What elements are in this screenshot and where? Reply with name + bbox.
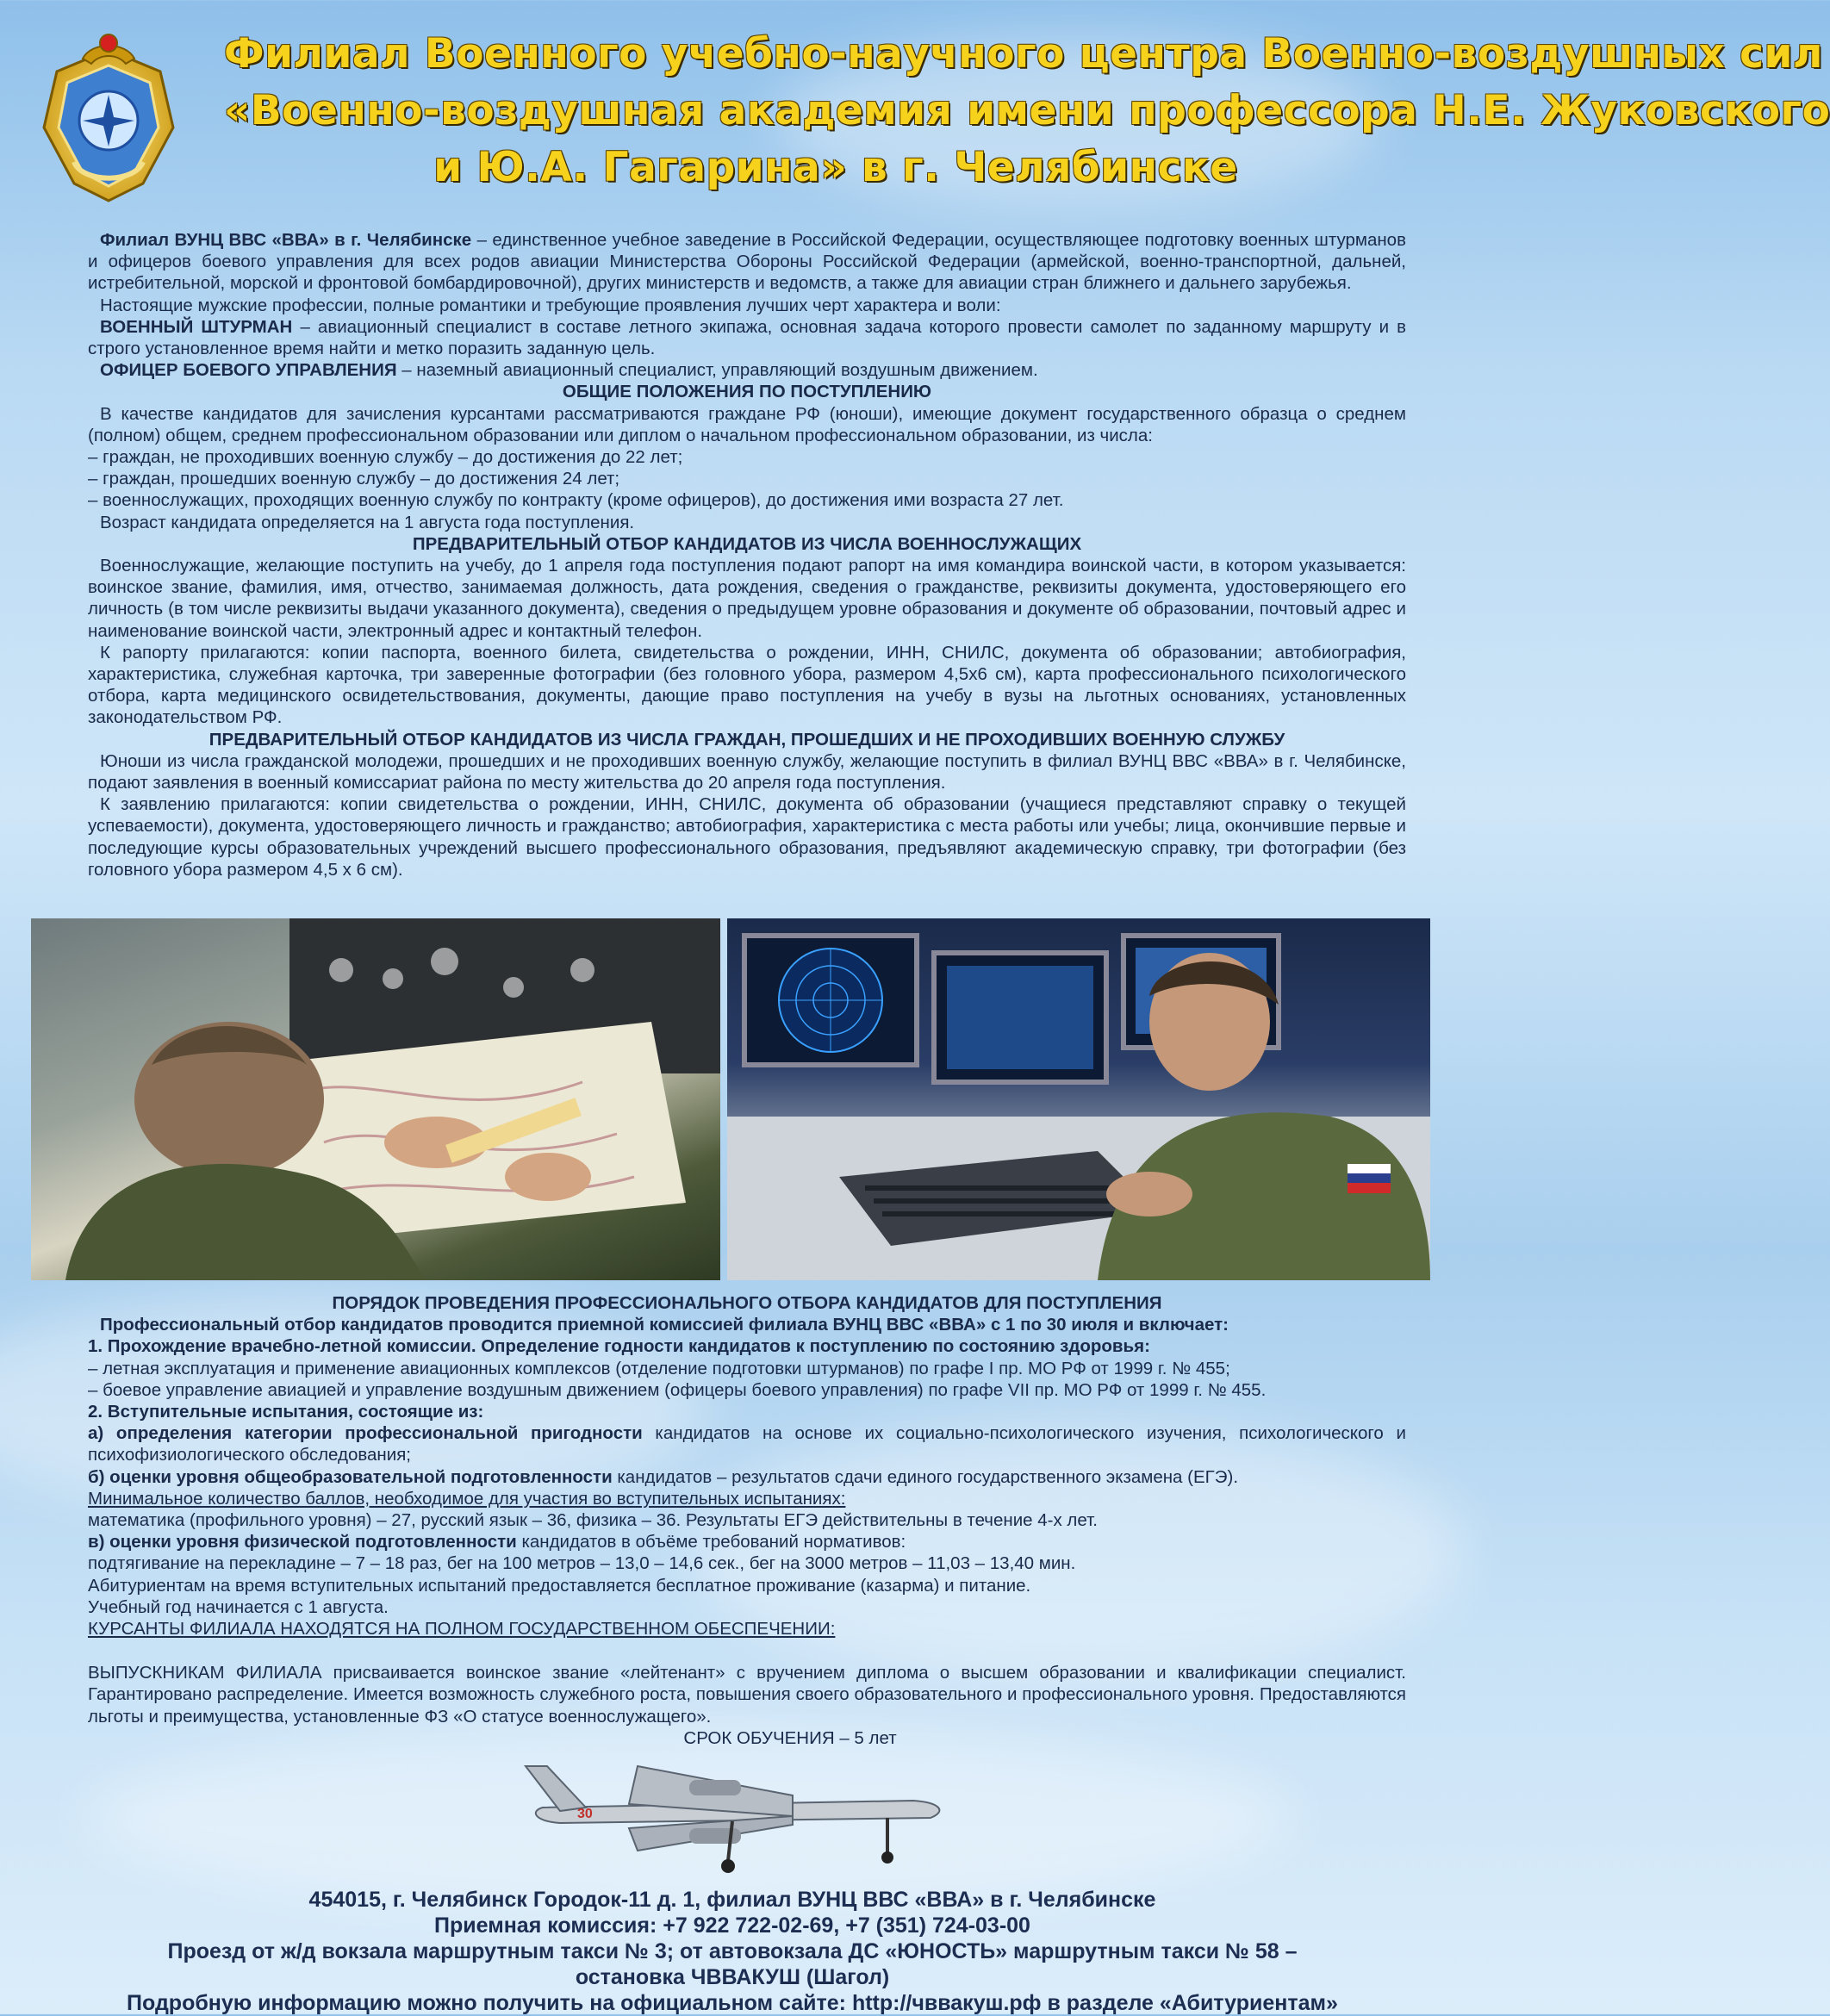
selection-lead: Профессиональный отбор кандидатов проводится приемной комиссией филиала ВУНЦ ВВС «ВВА» с 1 по 30 июля и включает: <box>100 1315 1229 1335</box>
org-text: – единственное учебное заведение в Российской Федерации, осуществляющее подготовку военных штурманов и офицеров боевого управления для всех родов авиации Министерства Обороны Российской Федерации (армейской, военно-транспортной, дальней, истребительной, морской и фронтовой бомбардировочной), других министерств и ведомств, а также для авиации стран ближнего и дальнего зарубежья. <box>88 230 1406 294</box>
transport-info: Проезд от ж/д вокзала маршрутным такси № 3; от автовокзала ДС «ЮНОСТЬ» маршрутным такси № 58 – <box>167 1939 1298 1963</box>
list-item: – боевое управление авиацией и управление воздушным движением (офицеры боевого управления) по графе VII пр. МО РФ от 1999 г. № 455. <box>88 1379 1267 1400</box>
military-paragraph: Военнослужащие, желающие поступить на учебу, до 1 апреля года поступления подают рапорт на имя командира воинской части, в котором указывается: воинское звание, фамилия, имя, отчество, занимаемая должность, дата рождения, сведения о гражданстве, реквизиты документа, удостоверяющего его личность (в том числе реквизиты выдачи указанного документа), сведения о предыдущем уровне образования и документе об образовании, почтовый адрес и наименование воинской части, электронный адрес и контактный телефон. <box>88 556 1406 641</box>
test-c-text: кандидатов в объёме требований нормативов: <box>516 1532 906 1552</box>
test-c <box>88 1531 1406 1552</box>
study-duration: СРОК ОБУЧЕНИЯ – 5 лет <box>683 1727 897 1748</box>
test-a-title: а) определения категории профессиональной пригодности <box>88 1423 643 1444</box>
officer-title: ОФИЦЕР БОЕВОГО УПРАВЛЕНИЯ <box>100 360 397 381</box>
list-item: – граждан, прошедших военную службу – до достижения 24 лет; <box>88 469 620 489</box>
graduates-paragraph: ВЫПУСКНИКАМ ФИЛИАЛА присваивается воинское звание «лейтенант» с вручением диплома о высшем образовании и квалификации специалист. Гарантировано распределение. Имеется возможность служебного роста, повышения своего образовательного и профессионального уровня. Предоставляются льготы и преимущества, установленные ФЗ «О статусе военнослужащего». <box>88 1663 1406 1727</box>
title-line: «Военно-воздушная академия имени профессора Н.Е. Жуковского <box>224 87 1830 134</box>
section-heading: ПРЕДВАРИТЕЛЬНЫЙ ОТБОР КАНДИДАТОВ ИЗ ЧИСЛА ГРАЖДАН, ПРОШЕДШИХ И НЕ ПРОХОДИВШИХ ВОЕННУЮ СЛУЖБУ <box>209 729 1285 750</box>
full-support-note: КУРСАНТЫ ФИЛИАЛА НАХОДЯТСЯ НА ПОЛНОМ ГОСУДАРСТВЕННОМ ОБЕСПЕЧЕНИИ: <box>88 1619 836 1640</box>
photo-row <box>31 918 1430 1280</box>
header <box>26 21 1830 219</box>
test-a-text: кандидатов на основе их социально-психологического изучения, психологического и психофизиологического обследования; <box>88 1423 1406 1465</box>
main-text <box>88 229 1406 880</box>
list-item: – граждан, не проходивших военную службу – до достижения до 22 лет; <box>88 447 683 468</box>
civil-paragraph: К заявлению прилагаются: копии свидетельства о рождении, ИНН, СНИЛС, документа об образовании (учащиеся представляют справку о текущей успеваемости), документа, удостоверяющего личность и гражданство; автобиография, характеристика с места работы или учебы; лица, окончившие первые и последующие курсы образовательных учреждений высшего профессионального образования, предъявляют академическую справку, три фотографии (без головного убора размером 4,5 х 6 см). <box>88 794 1406 880</box>
title-line: и Ю.А. Гагарина» в г. Челябинске <box>433 144 1238 191</box>
navigator-photo-image <box>31 918 720 1280</box>
min-scores: математика (профильного уровня) – 27, русский язык – 36, физика – 36. Результаты ЕГЭ действительны в течение 4-х лет. <box>88 1510 1098 1531</box>
section-heading: ОБЩИЕ ПОЛОЖЕНИЯ ПО ПОСТУПЛЕНИЮ <box>562 382 932 402</box>
officer-photo-image <box>727 918 1430 1280</box>
page-title <box>224 26 1830 196</box>
selection-section <box>88 1292 1406 1749</box>
address: 454015, г. Челябинск Городок-11 д. 1, филиал ВУНЦ ВВС «ВВА» в г. Челябинске <box>308 1888 1156 1912</box>
tail-number: 30 <box>577 1807 593 1821</box>
test-b-text: кандидатов – результатов сдачи единого государственного экзамена (ЕГЭ). <box>612 1466 1239 1487</box>
general-paragraph: В качестве кандидатов для зачисления курсантами рассматриваются граждане РФ (юноши), имеющие документ государственного образца о среднем (полном) общем, среднем профессиональном образовании или диплом о начальном профессиональном образовании, из числа: <box>88 403 1406 445</box>
test-a <box>88 1422 1406 1465</box>
year-start: Учебный год начинается с 1 августа. <box>88 1596 389 1617</box>
test-c-title: в) оценки уровня физической подготовленности <box>88 1532 517 1552</box>
general-paragraph: Возраст кандидата определяется на 1 августа года поступления. <box>100 512 635 532</box>
fitness-norms: подтягивание на перекладине – 7 – 18 раз, бег на 100 метров – 13,0 – 14,6 сек., бег на 3000 метров – 11,03 – 13,40 мин. <box>88 1553 1076 1574</box>
min-scores-title: Минимальное количество баллов, необходимое для участия во вступительных испытаниях: <box>88 1488 846 1509</box>
navigator-paragraph <box>88 316 1406 359</box>
phones: Приемная комиссия: +7 922 722-02-69, +7 (351) 724-03-00 <box>434 1913 1030 1938</box>
title-line: Филиал Военного учебно-научного центра Военно-воздушных сил <box>224 30 1823 78</box>
navigator-photo <box>31 918 720 1280</box>
civil-paragraph: Юноши из числа гражданской молодежи, прошедших и не проходивших военную службу, желающие поступить в филиал ВУНЦ ВВС «ВВА» в г. Челябинске, подают заявления в военный комиссариат района по месту жительства до 20 апреля года поступления. <box>88 750 1406 793</box>
transport-stop: остановка ЧВВАКУШ (Шагол) <box>575 1965 890 1989</box>
org-name: Филиал ВУНЦ ВВС «ВВА» в г. Челябинске <box>100 230 472 250</box>
officer-paragraph <box>88 359 1406 381</box>
section-heading: ПОРЯДОК ПРОВЕДЕНИЯ ПРОФЕССИОНАЛЬНОГО ОТБОРА КАНДИДАТОВ ДЛЯ ПОСТУПЛЕНИЯ <box>332 1293 1162 1313</box>
professions-lead: Настоящие мужские профессии, полные романтики и требующие проявления лучших черт характера и воли: <box>100 295 1001 315</box>
aircraft-image <box>508 1732 956 1887</box>
military-paragraph: К рапорту прилагаются: копии паспорта, военного билета, свидетельства о рождении, ИНН, СНИЛС, документа об образовании; автобиография, характеристика, служебная карточка, три заверенные фотографии (без головного убора, размером 4,5х6 см), карта профессионального психологического отбора, карта медицинского освидетельствования, документы, дающие право поступления на учебу в вузы на льготных основаниях, установленных законодательством РФ. <box>88 642 1406 728</box>
list-item: – военнослужащих, проходящих военную службу по контракту (кроме офицеров), до достижения ими возраста 27 лет. <box>88 490 1064 511</box>
housing-note: Абитуриентам на время вступительных испытаний предоставляется бесплатное проживание (казарма) и питание. <box>88 1575 1031 1596</box>
navigator-text: – авиационный специалист в составе летного экипажа, основная задача которого провести самолет по заданному маршруту и в строго установленное время найти и метко поразить заданную цель. <box>88 316 1406 359</box>
step-title: 2. Вступительные испытания, состоящие из: <box>88 1402 484 1422</box>
officer-text: – наземный авиационный специалист, управляющий воздушным движением. <box>396 360 1038 381</box>
list-item: – летная эксплуатация и применение авиационных комплексов (отделение подготовки штурманов) по графе I пр. МО РФ от 1999 г. № 455; <box>88 1358 1230 1378</box>
test-b <box>88 1466 1406 1488</box>
step-title: 1. Прохождение врачебно-летной комиссии. Определение годности кандидатов к поступлению по состоянию здоровья: <box>88 1336 1150 1357</box>
section-heading: ПРЕДВАРИТЕЛЬНЫЙ ОТБОР КАНДИДАТОВ ИЗ ЧИСЛА ВОЕННОСЛУЖАЩИХ <box>412 533 1082 554</box>
website-link[interactable]: Подробную информацию можно получить на официальном сайте: http://чввакуш.рф в разделе «Абитуриентам» <box>127 1991 1338 2015</box>
test-b-title: б) оценки уровня общеобразовательной подготовленности <box>88 1466 613 1487</box>
officer-photo <box>727 918 1430 1280</box>
academy-emblem-icon <box>31 24 186 205</box>
intro-paragraph <box>88 229 1406 295</box>
navigator-title: ВОЕННЫЙ ШТУРМАН <box>100 316 293 337</box>
footer <box>34 1887 1430 2016</box>
